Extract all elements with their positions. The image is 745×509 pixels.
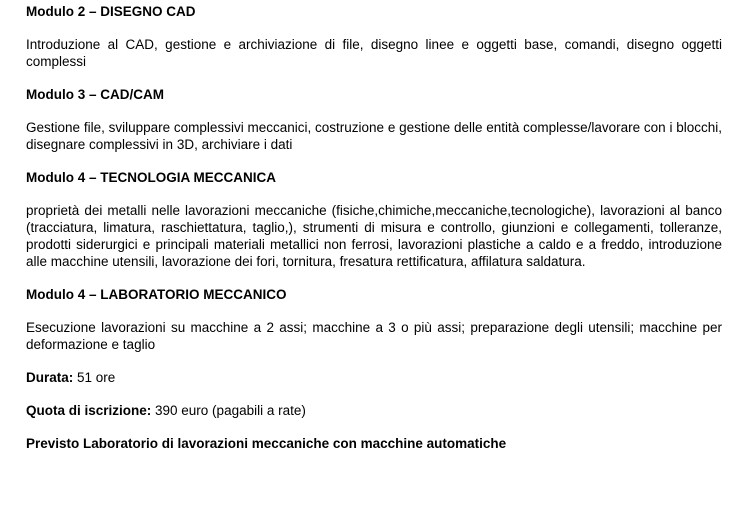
- section-heading-laboratorio-meccanico: Modulo 4 – LABORATORIO MECCANICO: [26, 287, 287, 302]
- section-heading-modulo-2: Modulo 2 – DISEGNO CAD: [26, 4, 196, 19]
- section-heading-modulo-3: Modulo 3 – CAD/CAM: [26, 87, 164, 102]
- duration-label: Durata:: [26, 370, 74, 385]
- fee-line: [26, 402, 722, 419]
- closing-note: Previsto Laboratorio di lavorazioni meccaniche con macchine automatiche: [26, 436, 507, 451]
- section-body-modulo-2: Introduzione al CAD, gestione e archiviazione di file, disegno linee e oggetti base, comandi, disegno oggetti complessi: [26, 37, 722, 69]
- fee-label: Quota di iscrizione:: [26, 403, 152, 418]
- duration-value: 51 ore: [73, 370, 116, 385]
- fee-value: 390 euro (pagabili a rate): [151, 403, 306, 418]
- section-body-tecnologia-meccanica: proprietà dei metalli nelle lavorazioni meccaniche (fisiche,chimiche,meccaniche,tecnologiche), lavorazioni al banco (tracciatura, limatura, raschiettatura, taglio,), strumenti di misura e controllo, giunzioni e collegamenti, tolleranze, prodotti siderurgici e principali materiali metallici non ferrosi, lavorazioni plastiche a caldo e a freddo, introduzione alle macchine utensili, lavorazione dei fori, tornitura, fresatura rettificatura, affilatura saldatura.: [26, 203, 722, 269]
- duration-line: [26, 369, 722, 386]
- section-body-modulo-3: Gestione file, sviluppare complessivi meccanici, costruzione e gestione delle entità complesse/lavorare con i blocchi, disegnare complessivi in 3D, archiviare i dati: [26, 120, 722, 152]
- section-body-laboratorio-meccanico: Esecuzione lavorazioni su macchine a 2 assi; macchine a 3 o più assi; preparazione degli utensili; macchine per deformazione e taglio: [26, 320, 722, 352]
- document-page: [26, 3, 722, 452]
- section-heading-tecnologia-meccanica: Modulo 4 – TECNOLOGIA MECCANICA: [26, 170, 276, 185]
